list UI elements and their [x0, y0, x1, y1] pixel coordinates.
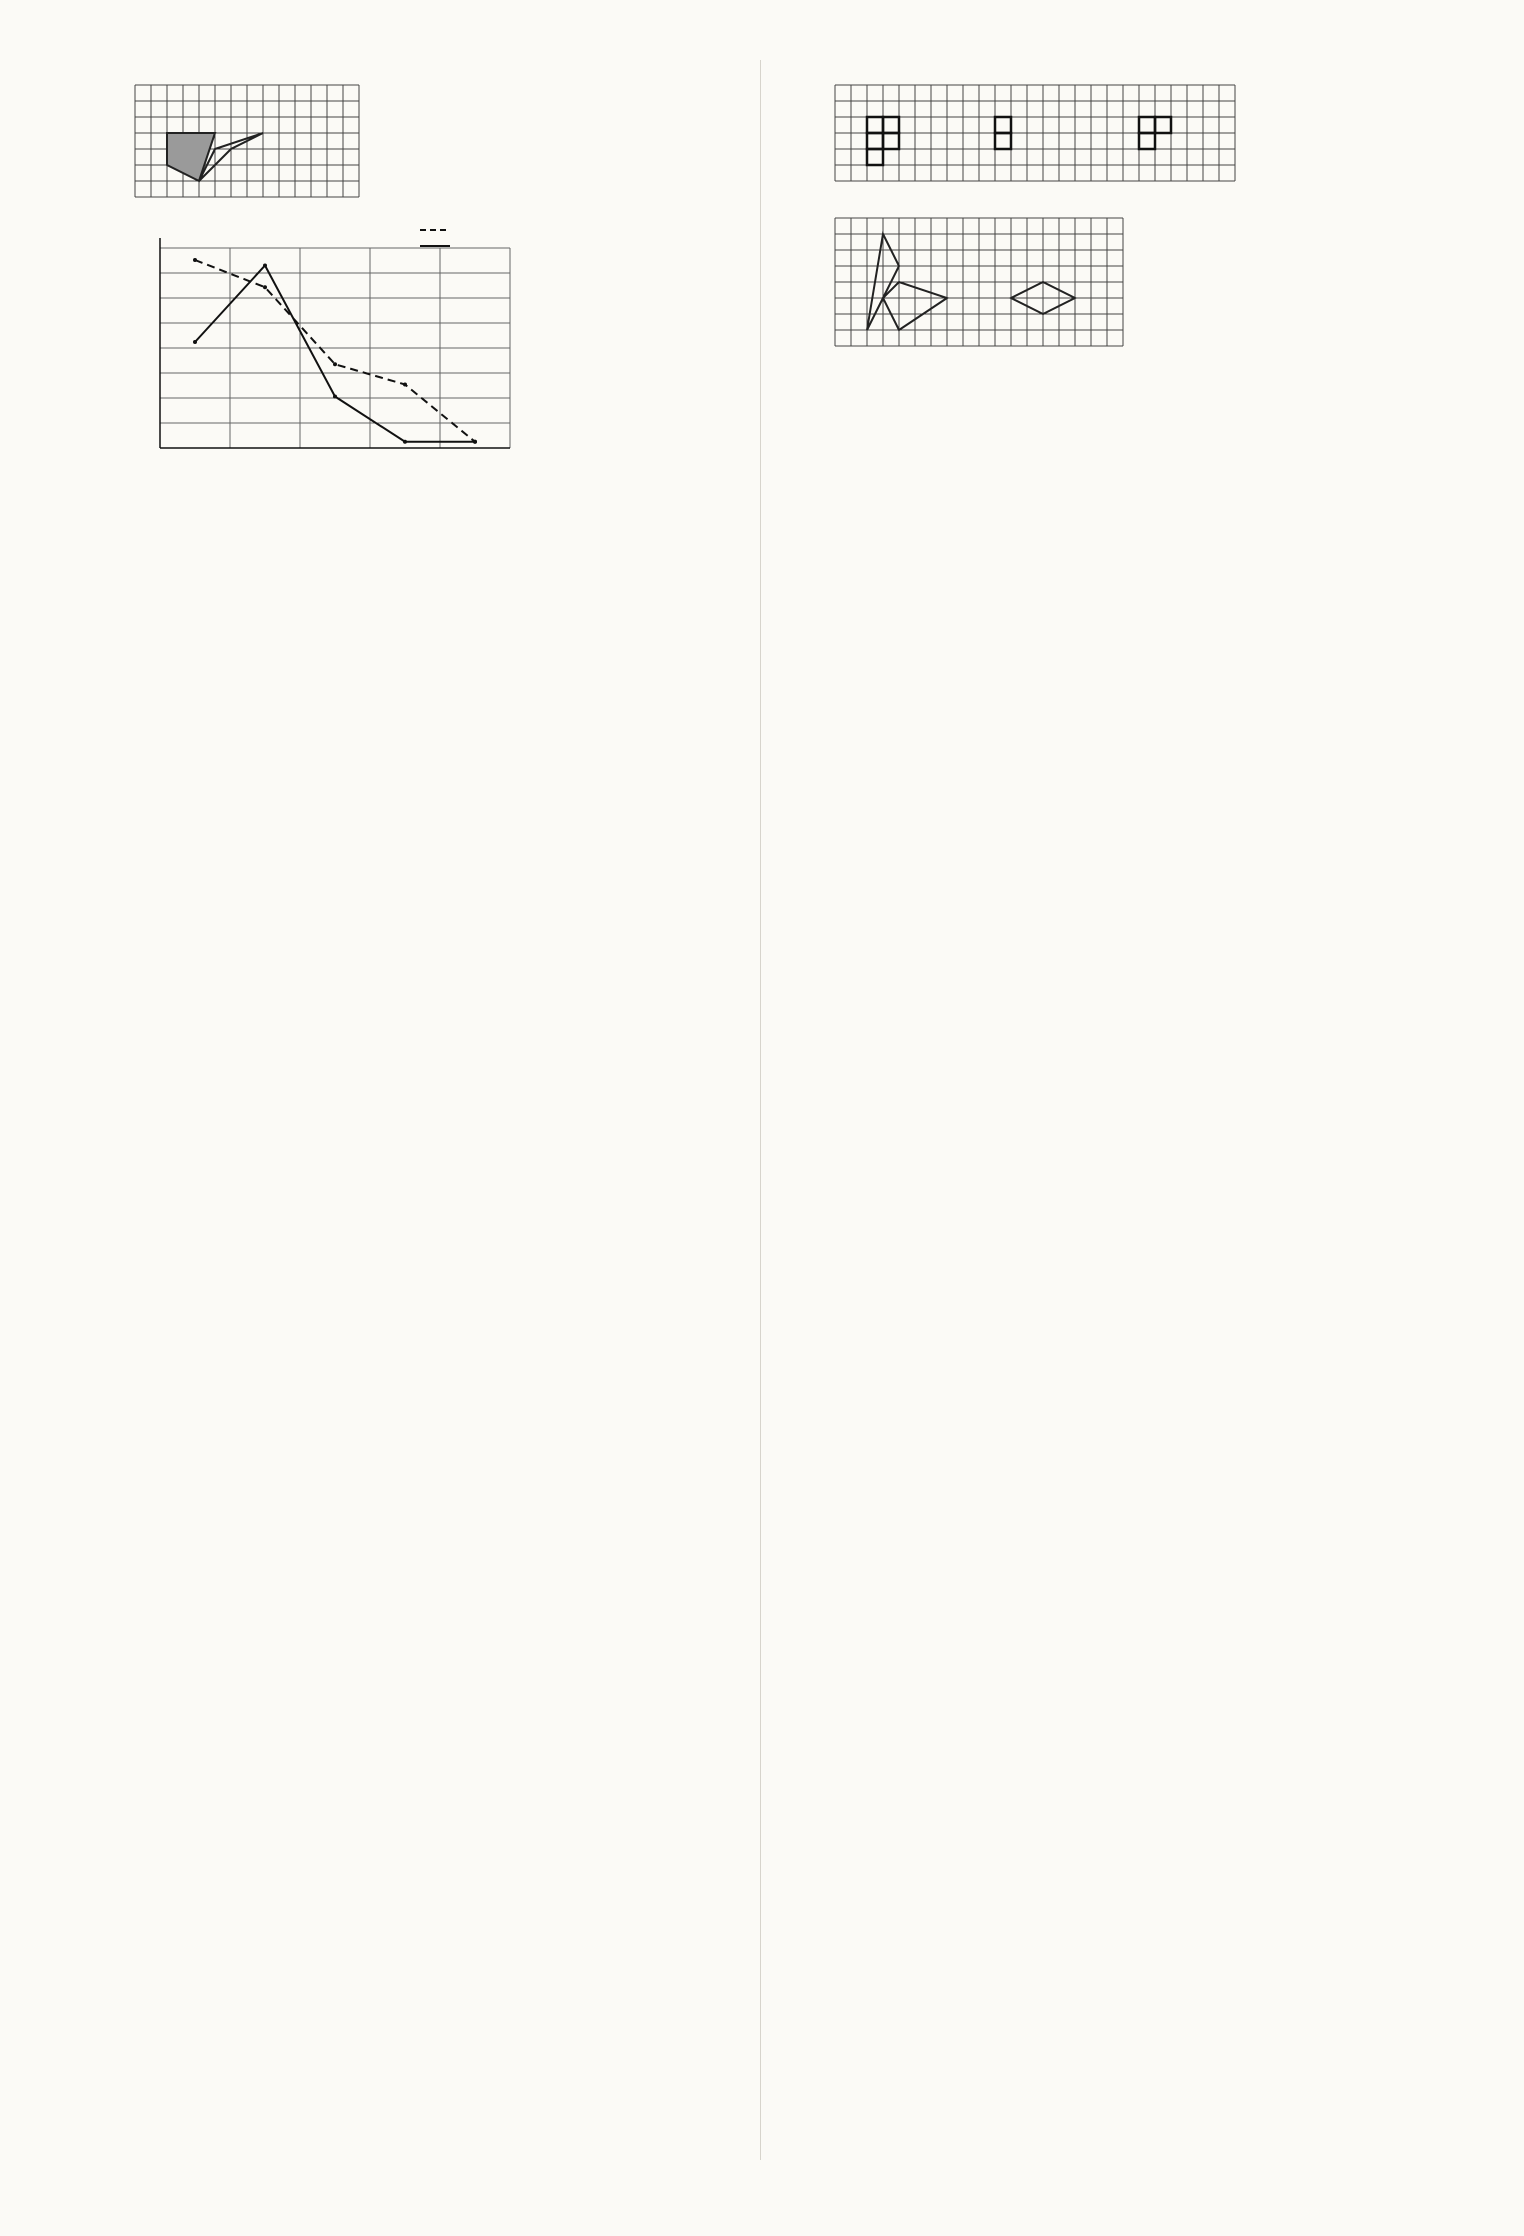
line-chart-block	[90, 218, 735, 492]
data-point	[333, 395, 337, 399]
line-chart	[90, 218, 530, 488]
top-view-square	[1139, 117, 1155, 133]
top-view-square	[1155, 117, 1171, 133]
data-point	[263, 285, 267, 289]
grid-figure-rotation	[130, 80, 360, 210]
data-point	[333, 362, 337, 366]
front-view-square	[867, 149, 883, 165]
grid-figure-symmetry	[830, 213, 1140, 363]
column-divider	[760, 60, 761, 2160]
series-line-2	[195, 266, 475, 442]
front-view-square	[883, 117, 899, 133]
right-column	[790, 70, 1440, 371]
left-column	[90, 70, 735, 492]
left-view-square	[995, 117, 1011, 133]
left-view-square	[995, 133, 1011, 149]
front-view-square	[867, 133, 883, 149]
data-point	[403, 383, 407, 387]
front-view-square	[883, 133, 899, 149]
front-view-square	[867, 117, 883, 133]
data-point	[263, 264, 267, 268]
top-view-square	[1139, 133, 1155, 149]
shaded-triangle	[167, 133, 215, 181]
three-view-figure	[830, 80, 1250, 205]
series-line-1	[195, 260, 475, 442]
data-point	[403, 440, 407, 444]
data-point	[473, 440, 477, 444]
data-point	[193, 340, 197, 344]
data-point	[193, 258, 197, 262]
